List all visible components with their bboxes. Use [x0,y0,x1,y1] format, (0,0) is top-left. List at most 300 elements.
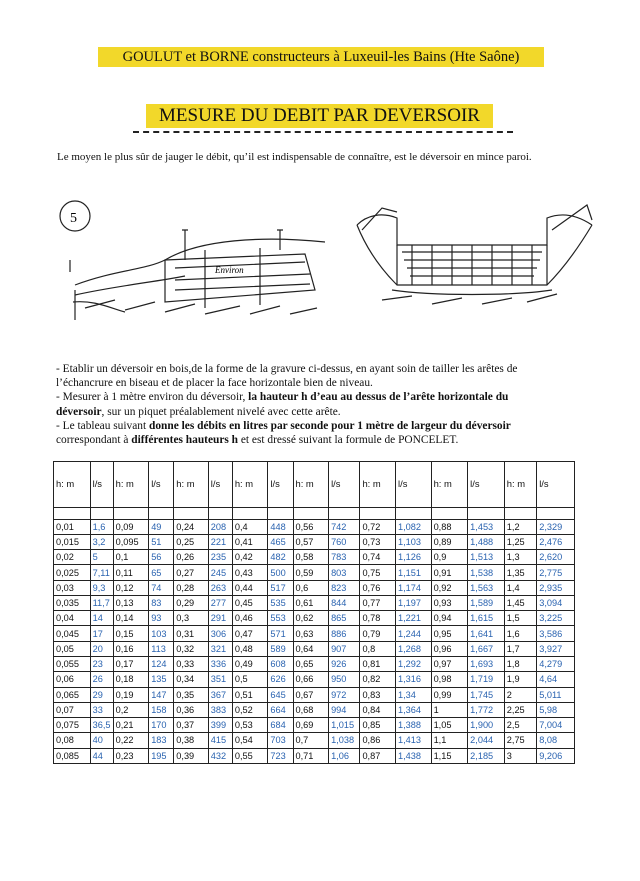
height-cell: 0,99 [431,687,468,702]
height-cell: 0,05 [54,641,91,656]
height-cell: 0,69 [293,718,329,733]
page-title: MESURE DU DEBIT PAR DEVERSOIR [146,104,493,128]
flow-cell: 1,900 [468,718,505,733]
flow-cell: 40 [90,733,113,748]
height-cell: 0,61 [293,595,329,610]
height-cell: 1,6 [504,626,536,641]
table-header-row [54,462,575,508]
header-flow: l/s [329,462,360,508]
instruction-2-a: - Mesurer à 1 mètre environ du déversoir, [56,391,249,404]
flow-cell: 17 [90,626,113,641]
flow-cell: 135 [149,672,174,687]
height-cell: 0,06 [54,672,91,687]
flow-cell: 448 [268,519,293,534]
flow-cell: 263 [208,580,232,595]
height-cell: 1,8 [504,656,536,671]
height-cell: 0,82 [360,672,396,687]
height-cell: 0,16 [113,641,149,656]
flow-cell: 1,06 [329,748,360,763]
flow-cell: 1,082 [396,519,432,534]
height-cell: 0,11 [113,565,149,580]
flow-cell: 5,98 [537,702,575,717]
height-cell: 0,045 [54,626,91,641]
flow-cell: 1,015 [329,718,360,733]
flow-cell: 83 [149,595,174,610]
flow-cell: 926 [329,656,360,671]
height-cell: 0,53 [232,718,268,733]
height-cell: 0,57 [293,534,329,549]
flow-cell: 950 [329,672,360,687]
height-cell: 1,5 [504,611,536,626]
instruction-3-e: et est dressé suivant la formule de PONCELET. [238,434,459,447]
height-cell: 0,64 [293,641,329,656]
height-cell: 0,88 [431,519,468,534]
flow-cell: 3,094 [537,595,575,610]
flow-cell: 20 [90,641,113,656]
height-cell: 0,4 [232,519,268,534]
header-flow: l/s [468,462,505,508]
flow-cell: 907 [329,641,360,656]
height-cell: 0,83 [360,687,396,702]
height-cell: 0,39 [174,748,209,763]
height-cell: 0,66 [293,672,329,687]
table-row [54,580,575,595]
flow-cell: 277 [208,595,232,610]
height-cell: 0,09 [113,519,149,534]
flow-cell: 684 [268,718,293,733]
height-cell: 1,15 [431,748,468,763]
flow-cell: 783 [329,550,360,565]
flow-cell: 33 [90,702,113,717]
table-row [54,718,575,733]
height-cell: 0,29 [174,595,209,610]
flow-cell: 51 [149,534,174,549]
height-cell: 2,5 [504,718,536,733]
header-height: h: m [431,462,468,508]
height-cell: 0,91 [431,565,468,580]
spacer-cell [90,507,113,519]
flow-cell: 535 [268,595,293,610]
flow-cell: 383 [208,702,232,717]
flow-cell: 36,5 [90,718,113,733]
height-cell: 0,7 [293,733,329,748]
height-cell: 1,9 [504,672,536,687]
title-underline [133,131,513,133]
flow-cell: 760 [329,534,360,549]
height-cell: 0,19 [113,687,149,702]
spacer-cell [329,507,360,519]
flow-cell: 1,667 [468,641,505,656]
flow-cell: 1,268 [396,641,432,656]
flow-cell: 26 [90,672,113,687]
flow-cell: 3,2 [90,534,113,549]
table-spacer-row [54,507,575,519]
table-row [54,656,575,671]
height-cell: 2,75 [504,733,536,748]
flow-cell: 1,488 [468,534,505,549]
flow-cell: 571 [268,626,293,641]
flow-cell: 1,174 [396,580,432,595]
flow-cell: 7,004 [537,718,575,733]
table-row [54,687,575,702]
height-cell: 0,35 [174,687,209,702]
height-cell: 0,73 [360,534,396,549]
flow-cell: 367 [208,687,232,702]
height-cell: 0,58 [293,550,329,565]
flow-cell: 5 [90,550,113,565]
instruction-3 [56,419,556,447]
engraving-number: 5 [70,211,77,226]
flow-cell: 245 [208,565,232,580]
flow-cell: 23 [90,656,113,671]
height-cell: 0,23 [113,748,149,763]
height-cell: 3 [504,748,536,763]
height-cell: 2 [504,687,536,702]
flow-cell: 664 [268,702,293,717]
header-flow: l/s [90,462,113,508]
flow-cell: 886 [329,626,360,641]
height-cell: 0,92 [431,580,468,595]
flow-cell: 865 [329,611,360,626]
flow-cell: 3,586 [537,626,575,641]
height-cell: 2,25 [504,702,536,717]
table-row [54,565,575,580]
flow-cell: 44 [90,748,113,763]
height-cell: 0,68 [293,702,329,717]
intro-text: Le moyen le plus sûr de jauger le débit, qu’il est indispensable de connaître, est le déversoir en mince paroi. [57,151,532,163]
height-cell: 0,62 [293,611,329,626]
instructions [56,362,556,447]
instruction-2-bold: la hauteur h d’eau au dessus de l’arête horizontale du déversoir [56,391,509,418]
height-cell: 0,42 [232,550,268,565]
flow-cell: 351 [208,672,232,687]
flow-cell: 208 [208,519,232,534]
table-row [54,611,575,626]
flow-cell: 1,292 [396,656,432,671]
flow-cell: 170 [149,718,174,733]
height-cell: 1,1 [431,733,468,748]
height-cell: 0,51 [232,687,268,702]
flow-cell: 2,935 [537,580,575,595]
flow-cell: 2,329 [537,519,575,534]
flow-cell: 1,151 [396,565,432,580]
height-cell: 0,12 [113,580,149,595]
height-cell: 0,37 [174,718,209,733]
height-cell: 0,15 [113,626,149,641]
height-cell: 0,015 [54,534,91,549]
spacer-cell [537,507,575,519]
flow-cell: 56 [149,550,174,565]
height-cell: 0,52 [232,702,268,717]
height-cell: 0,71 [293,748,329,763]
height-cell: 0,96 [431,641,468,656]
height-cell: 0,63 [293,626,329,641]
height-cell: 0,13 [113,595,149,610]
height-cell: 0,33 [174,656,209,671]
spacer-cell [396,507,432,519]
height-cell: 0,55 [232,748,268,763]
header-height: h: m [504,462,536,508]
flow-cell: 9,3 [90,580,113,595]
spacer-cell [208,507,232,519]
height-cell: 0,59 [293,565,329,580]
flow-cell: 803 [329,565,360,580]
flow-cell: 1,719 [468,672,505,687]
flow-cell: 321 [208,641,232,656]
height-cell: 0,1 [113,550,149,565]
flow-cell: 1,641 [468,626,505,641]
flow-cell: 742 [329,519,360,534]
flow-rate-table [53,461,575,764]
height-cell: 0,055 [54,656,91,671]
flow-cell: 1,538 [468,565,505,580]
weir-front-engraving [352,190,597,330]
height-cell: 1 [431,702,468,717]
spacer-cell [174,507,209,519]
height-cell: 1,05 [431,718,468,733]
height-cell: 0,28 [174,580,209,595]
flow-cell: 2,775 [537,565,575,580]
table-row [54,672,575,687]
instruction-2 [56,390,556,418]
height-cell: 0,65 [293,656,329,671]
height-cell: 0,26 [174,550,209,565]
height-cell: 0,46 [232,611,268,626]
spacer-cell [360,507,396,519]
flow-cell: 1,038 [329,733,360,748]
height-cell: 0,97 [431,656,468,671]
table-row [54,519,575,534]
flow-cell: 1,126 [396,550,432,565]
flow-cell: 645 [268,687,293,702]
height-cell: 0,49 [232,656,268,671]
height-cell: 1,7 [504,641,536,656]
height-cell: 0,01 [54,519,91,534]
spacer-cell [504,507,536,519]
flow-cell: 482 [268,550,293,565]
flow-cell: 1,745 [468,687,505,702]
height-cell: 0,22 [113,733,149,748]
flow-cell: 1,438 [396,748,432,763]
flow-cell: 74 [149,580,174,595]
flow-cell: 432 [208,748,232,763]
flow-cell: 399 [208,718,232,733]
header-flow: l/s [268,462,293,508]
flow-cell: 113 [149,641,174,656]
flow-cell: 465 [268,534,293,549]
spacer-cell [232,507,268,519]
table-row [54,550,575,565]
spacer-cell [268,507,293,519]
height-cell: 0,6 [293,580,329,595]
flow-cell: 306 [208,626,232,641]
flow-cell: 49 [149,519,174,534]
height-cell: 0,03 [54,580,91,595]
table-row [54,641,575,656]
flow-cell: 1,103 [396,534,432,549]
height-cell: 0,98 [431,672,468,687]
height-cell: 0,41 [232,534,268,549]
table-row [54,534,575,549]
height-cell: 0,035 [54,595,91,610]
height-cell: 0,44 [232,580,268,595]
table-row [54,733,575,748]
height-cell: 0,8 [360,641,396,656]
spacer-cell [431,507,468,519]
height-cell: 0,2 [113,702,149,717]
height-cell: 0,31 [174,626,209,641]
header-flow: l/s [537,462,575,508]
height-cell: 0,025 [54,565,91,580]
height-cell: 0,77 [360,595,396,610]
instruction-2-c: , sur un piquet préalablement nivelé avec cette arête. [101,405,341,418]
flow-cell: 1,388 [396,718,432,733]
height-cell: 0,79 [360,626,396,641]
flow-cell: 2,044 [468,733,505,748]
height-cell: 1,4 [504,580,536,595]
table-row [54,702,575,717]
header-height: h: m [293,462,329,508]
flow-cell: 2,476 [537,534,575,549]
height-cell: 1,45 [504,595,536,610]
flow-cell: 221 [208,534,232,549]
height-cell: 0,34 [174,672,209,687]
flow-cell: 1,364 [396,702,432,717]
height-cell: 0,9 [431,550,468,565]
table-row [54,626,575,641]
flow-cell: 500 [268,565,293,580]
flow-cell: 994 [329,702,360,717]
flow-cell: 235 [208,550,232,565]
flow-cell: 4,64 [537,672,575,687]
height-cell: 1,35 [504,565,536,580]
height-cell: 0,17 [113,656,149,671]
height-cell: 0,76 [360,580,396,595]
flow-cell: 844 [329,595,360,610]
height-cell: 0,74 [360,550,396,565]
header-height: h: m [54,462,91,508]
flow-cell: 589 [268,641,293,656]
flow-cell: 415 [208,733,232,748]
height-cell: 0,38 [174,733,209,748]
flow-cell: 11,7 [90,595,113,610]
instruction-3-a: - Le tableau suivant [56,419,149,432]
flow-cell: 93 [149,611,174,626]
flow-cell: 103 [149,626,174,641]
spacer-cell [113,507,149,519]
height-cell: 0,3 [174,611,209,626]
flow-cell: 124 [149,656,174,671]
flow-cell: 1,6 [90,519,113,534]
flow-cell: 7,11 [90,565,113,580]
flow-cell: 1,413 [396,733,432,748]
instruction-3-c: correspondant à [56,434,132,447]
height-cell: 0,94 [431,611,468,626]
flow-cell: 147 [149,687,174,702]
height-cell: 0,56 [293,519,329,534]
height-cell: 0,85 [360,718,396,733]
weir-side-engraving [55,190,325,330]
flow-cell: 1,221 [396,611,432,626]
height-cell: 0,5 [232,672,268,687]
header-flow: l/s [149,462,174,508]
height-cell: 1,3 [504,550,536,565]
height-cell: 0,07 [54,702,91,717]
height-cell: 0,93 [431,595,468,610]
height-cell: 0,24 [174,519,209,534]
height-cell: 0,84 [360,702,396,717]
flow-cell: 1,197 [396,595,432,610]
header-banner: GOULUT et BORNE constructeurs à Luxeuil-les Bains (Hte Saône) [98,47,544,67]
flow-cell: 626 [268,672,293,687]
flow-cell: 1,453 [468,519,505,534]
flow-cell: 158 [149,702,174,717]
header-flow: l/s [208,462,232,508]
header-height: h: m [174,462,209,508]
flow-cell: 3,225 [537,611,575,626]
height-cell: 0,67 [293,687,329,702]
flow-cell: 8,08 [537,733,575,748]
height-cell: 0,085 [54,748,91,763]
table-row [54,748,575,763]
height-cell: 0,095 [113,534,149,549]
height-cell: 0,21 [113,718,149,733]
flow-cell: 5,011 [537,687,575,702]
flow-cell: 1,244 [396,626,432,641]
header-height: h: m [360,462,396,508]
height-cell: 0,08 [54,733,91,748]
height-cell: 0,89 [431,534,468,549]
flow-cell: 336 [208,656,232,671]
flow-cell: 608 [268,656,293,671]
flow-cell: 703 [268,733,293,748]
spacer-cell [468,507,505,519]
height-cell: 0,14 [113,611,149,626]
header-height: h: m [232,462,268,508]
height-cell: 0,48 [232,641,268,656]
height-cell: 0,95 [431,626,468,641]
height-cell: 0,47 [232,626,268,641]
flow-cell: 1,693 [468,656,505,671]
flow-cell: 1,316 [396,672,432,687]
height-cell: 0,45 [232,595,268,610]
flow-cell: 29 [90,687,113,702]
height-cell: 0,78 [360,611,396,626]
flow-cell: 517 [268,580,293,595]
height-cell: 0,75 [360,565,396,580]
header-flow: l/s [396,462,432,508]
height-cell: 0,18 [113,672,149,687]
flow-cell: 723 [268,748,293,763]
flow-cell: 1,513 [468,550,505,565]
spacer-cell [54,507,91,519]
height-cell: 0,43 [232,565,268,580]
height-cell: 0,04 [54,611,91,626]
flow-cell: 1,563 [468,580,505,595]
flow-cell: 2,620 [537,550,575,565]
flow-cell: 195 [149,748,174,763]
height-cell: 0,32 [174,641,209,656]
flow-cell: 553 [268,611,293,626]
instruction-1: - Etablir un déversoir en bois,de la forme de la gravure ci-dessus, en ayant soin de tailler les arêtes de l’échancrure en biseau et de placer la face horizontale bien de niveau. [56,363,518,390]
height-cell: 0,81 [360,656,396,671]
height-cell: 1,25 [504,534,536,549]
flow-cell: 183 [149,733,174,748]
flow-cell: 3,927 [537,641,575,656]
height-cell: 0,065 [54,687,91,702]
flow-cell: 1,589 [468,595,505,610]
height-cell: 0,02 [54,550,91,565]
